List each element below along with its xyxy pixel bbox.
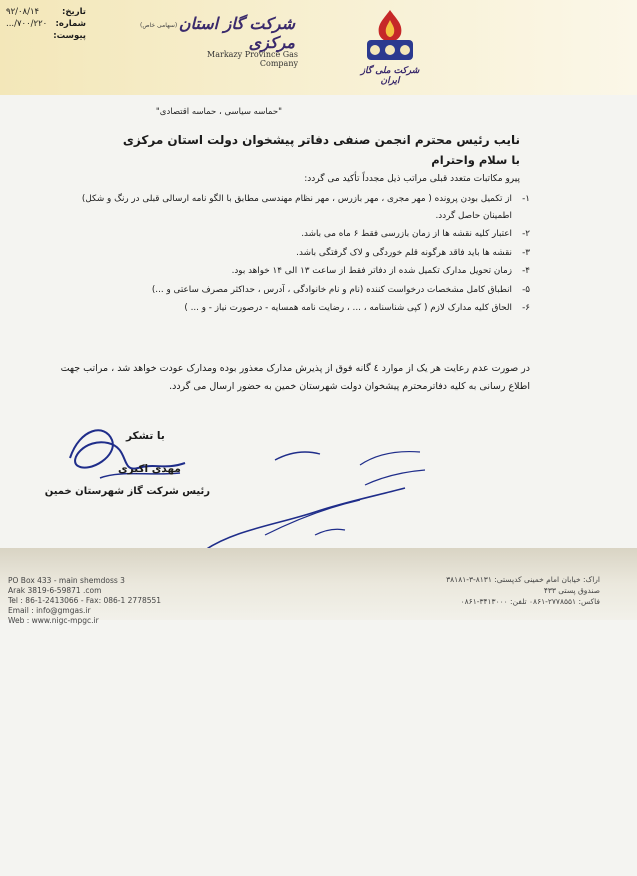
item-text: اعتبار کلیه نقشه ها از زمان بازرسی فقط ۶ ماه می باشد.: [301, 229, 512, 239]
footer-en-line: Arak 3819-6-59871 .com: [8, 586, 102, 595]
item-number: ۱-: [522, 194, 530, 204]
signature-scribble-icon: [60, 418, 200, 488]
footer-en-line: PO Box 433 - main shemdoss 3: [8, 576, 125, 585]
list-item: [60, 300, 530, 317]
meta-number-label: شماره:: [55, 19, 86, 29]
item-text: زمان تحویل مدارک تکمیل شده از دفاتر فقط از ساعت ۱۳ الی ۱۴ خواهد بود.: [231, 266, 512, 276]
meta-attachment-label: پیوست:: [53, 31, 86, 41]
intro-line: پیرو مکاتبات متعدد قبلی مراتب ذیل مجدداً تأکید می گردد:: [304, 174, 520, 184]
footer-fa-line: صندوق پستی ۴۳۳: [543, 586, 600, 595]
meta-date: [6, 6, 86, 18]
meta-number-value: ۷۰۰/۲۲۰/...: [6, 19, 48, 29]
footer-contact-fa: [335, 574, 600, 607]
signature-title: رئیس شرکت گاز شهرستان خمین: [44, 486, 210, 497]
signature-name: مهدی اکبری: [118, 463, 181, 475]
item-number: ۲-: [522, 229, 530, 239]
item-text: از تکمیل بودن پرونده ( مهر مجری ، مهر بازرس ، مهر نظام مهندسی مطابق با الگو نامه ارسالی قبلی در رنگ و شکل) اطمینان حاصل گردد.: [81, 194, 512, 221]
footer-en-line: Email : info@gmgas.ir: [8, 606, 91, 615]
slogan: "حماسه سیاسی ، حماسه اقتصادی": [155, 107, 282, 117]
footer-en-line: Tel : 86-1-2413066 - Fax: 086-1 2778551: [8, 596, 162, 605]
company-name-en: Markazy Province Gas Company: [207, 50, 298, 68]
list-item: [60, 245, 530, 262]
meta-number: [6, 18, 86, 30]
item-text: انطباق کامل مشخصات درخواست کننده (نام و نام خانوادگی ، آدرس ، حداکثر مصرف ساعتی و ...): [151, 284, 512, 295]
greeting: با سلام واحترام: [431, 153, 520, 167]
meta-date-value: ۹۲/۰۸/۱۴: [6, 7, 40, 17]
item-number: ۴-: [522, 266, 530, 276]
meta-date-label: تاریخ:: [62, 7, 86, 17]
meta-attachment: [6, 30, 86, 42]
item-number: ۳-: [522, 247, 530, 258]
company-sub-fa: (سهامی خاص): [140, 22, 178, 29]
signature-thanks: با تشکر: [126, 430, 165, 442]
requirements-list: [60, 191, 530, 319]
item-text: الحاق کلیه مدارک لازم ( کپی شناسنامه ، ... ، رضایت نامه همسایه - درصورت نیاز - و ... ): [184, 303, 512, 313]
item-number: ۵-: [522, 284, 530, 295]
item-text: نقشه ها باید فاقد هرگونه قلم خوردگی و لاک گرفتگی باشد.: [296, 247, 512, 258]
nigc-name: شرکت ملی گاز ایران: [360, 66, 420, 86]
nigc-flame-logo-icon: [355, 6, 425, 66]
item-number: ۶-: [522, 303, 530, 313]
list-item: [60, 191, 530, 224]
list-item: [60, 263, 530, 280]
list-item: [60, 282, 530, 299]
closing-paragraph: در صورت عدم رعایت هر یک از موارد ٤ گانه فوق از پذیرش مدارک معذور بوده ومدارک عودت خواهد شد ، مراتب جهت اطلاع رسانی به کلیه دفاترمحترم پیشخوان دولت شهرستان خمین به حضور ارسال می گردد.: [60, 363, 530, 392]
footer-en-line: Web : www.nigc-mpgc.ir: [8, 616, 99, 625]
letter-meta: [6, 6, 86, 42]
company-name-fa: شرکت گاز استان مرکزی: [178, 14, 295, 52]
footer-contact-en: [8, 576, 162, 626]
addressee: نایب رئیس محترم انجمن صنفی دفاتر پیشخوان دولت استان مرکزی: [122, 133, 520, 147]
list-item: [60, 226, 530, 243]
letterhead: [0, 0, 637, 95]
footer-fa-line: فاکس: ۲۷۷۸۵۵۱-۰۸۶۱ تلفن: ۳۴۱۳۰۰۰-۰۸۶۱: [460, 597, 600, 606]
footer-fa-line: اراک: خیابان امام خمینی کدپستی: ۸۱۳۱-۳-۳۸۱۸۱: [446, 575, 600, 584]
